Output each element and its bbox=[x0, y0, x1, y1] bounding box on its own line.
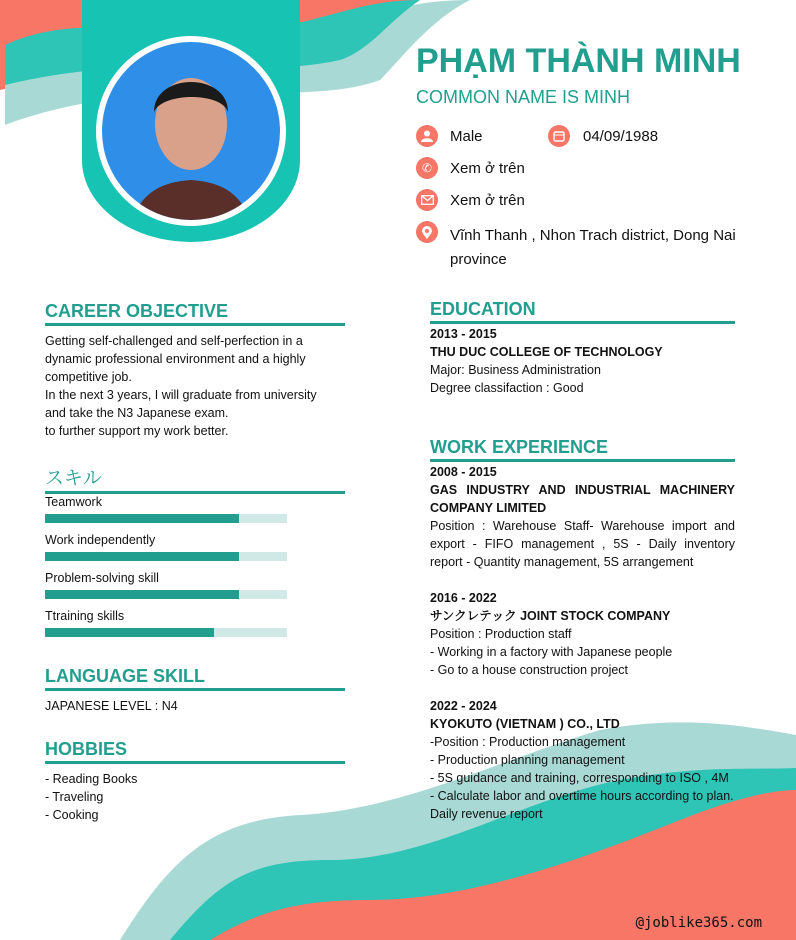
job-entry bbox=[430, 589, 735, 679]
mail-icon bbox=[416, 189, 438, 211]
skill-bar bbox=[45, 552, 287, 561]
skill-label: Work independently bbox=[45, 533, 156, 547]
language-level: JAPANESE LEVEL : N4 bbox=[45, 699, 178, 713]
career-line: Getting self-challenged and self-perfection in a dynamic professional environment and a highly competitive job. bbox=[45, 334, 306, 384]
job-line: Position : Production staff bbox=[430, 627, 572, 641]
phone-icon: ✆ bbox=[416, 157, 438, 179]
skill-bar bbox=[45, 514, 287, 523]
education-school: THU DUC COLLEGE OF TECHNOLOGY bbox=[430, 345, 663, 359]
skill-label: Problem-solving skill bbox=[45, 571, 159, 585]
career-line: In the next 3 years, I will graduate from university and take the N3 Japanese exam. bbox=[45, 388, 317, 420]
language-heading: LANGUAGE SKILL bbox=[45, 666, 345, 691]
skill-item bbox=[45, 571, 287, 599]
user-icon bbox=[416, 125, 438, 147]
career-line: to further support my work better. bbox=[45, 424, 229, 438]
skill-bar-fill bbox=[45, 552, 239, 561]
phone: Xem ở trên bbox=[450, 160, 525, 177]
hobby-item: - Reading Books bbox=[45, 772, 138, 786]
gender: Male bbox=[450, 128, 483, 145]
candidate-name: PHẠM THÀNH MINH bbox=[416, 42, 741, 80]
skill-label: Teamwork bbox=[45, 495, 102, 509]
calendar-icon bbox=[548, 125, 570, 147]
job-line: - Go to a house construction project bbox=[430, 663, 629, 677]
skill-bar-fill bbox=[45, 590, 239, 599]
skill-bar-fill bbox=[45, 628, 214, 637]
email: Xem ở trên bbox=[450, 192, 525, 209]
skill-item bbox=[45, 609, 287, 637]
job-entry bbox=[430, 697, 735, 823]
avatar bbox=[96, 36, 286, 226]
skill-bar bbox=[45, 590, 287, 599]
hobbies-heading: HOBBIES bbox=[45, 739, 345, 764]
hobby-item: - Traveling bbox=[45, 790, 104, 804]
skill-bar bbox=[45, 628, 287, 637]
nickname: COMMON NAME IS MINH bbox=[416, 87, 630, 107]
hobby-item: - Cooking bbox=[45, 808, 99, 822]
skill-item bbox=[45, 495, 287, 523]
skill-label: Ttraining skills bbox=[45, 609, 125, 623]
education-period: 2013 - 2015 bbox=[430, 327, 497, 341]
job-period: 2016 - 2022 bbox=[430, 591, 497, 605]
job-line: Position : Warehouse Staff- Warehouse import and export - FIFO management , 5S - Daily inventory report - Quantity management, 5S arrangement bbox=[430, 519, 735, 569]
job-line: - Working in a factory with Japanese people bbox=[430, 645, 673, 659]
watermark: @joblike365.com bbox=[635, 915, 762, 931]
skill-item bbox=[45, 533, 287, 561]
education-degree: Degree classifaction : Good bbox=[430, 381, 584, 395]
job-entry bbox=[430, 463, 735, 571]
job-period: 2008 - 2015 bbox=[430, 465, 497, 479]
job-line: - 5S guidance and training, corresponding to ISO , 4M bbox=[430, 771, 729, 785]
job-period: 2022 - 2024 bbox=[430, 699, 497, 713]
job-company: KYOKUTO (VIETNAM ) CO., LTD bbox=[430, 717, 620, 731]
career-objective-heading: CAREER OBJECTIVE bbox=[45, 301, 345, 326]
skills-heading: スキル bbox=[45, 463, 345, 494]
career-objective-text bbox=[45, 332, 330, 440]
birthday: 04/09/1988 bbox=[583, 128, 659, 145]
education-major: Major: Business Administration bbox=[430, 363, 601, 377]
job-line: -Position : Production management bbox=[430, 735, 626, 749]
address: Vĩnh Thanh , Nhon Trach district, Dong Nai province bbox=[450, 227, 736, 268]
education-heading: EDUCATION bbox=[430, 299, 735, 324]
job-line: - Production planning management bbox=[430, 753, 625, 767]
job-line: - Calculate labor and overtime hours according to plan. Daily revenue report bbox=[430, 789, 734, 821]
location-icon bbox=[416, 221, 438, 243]
job-company: サンクレテック JOINT STOCK COMPANY bbox=[430, 609, 671, 623]
work-list bbox=[430, 463, 735, 841]
hobbies-list bbox=[45, 770, 137, 824]
skill-bar-fill bbox=[45, 514, 239, 523]
work-heading: WORK EXPERIENCE bbox=[430, 437, 735, 462]
job-company: GAS INDUSTRY AND INDUSTRIAL MACHINERY COMPANY LIMITED bbox=[430, 483, 735, 515]
education-entry bbox=[430, 325, 735, 397]
